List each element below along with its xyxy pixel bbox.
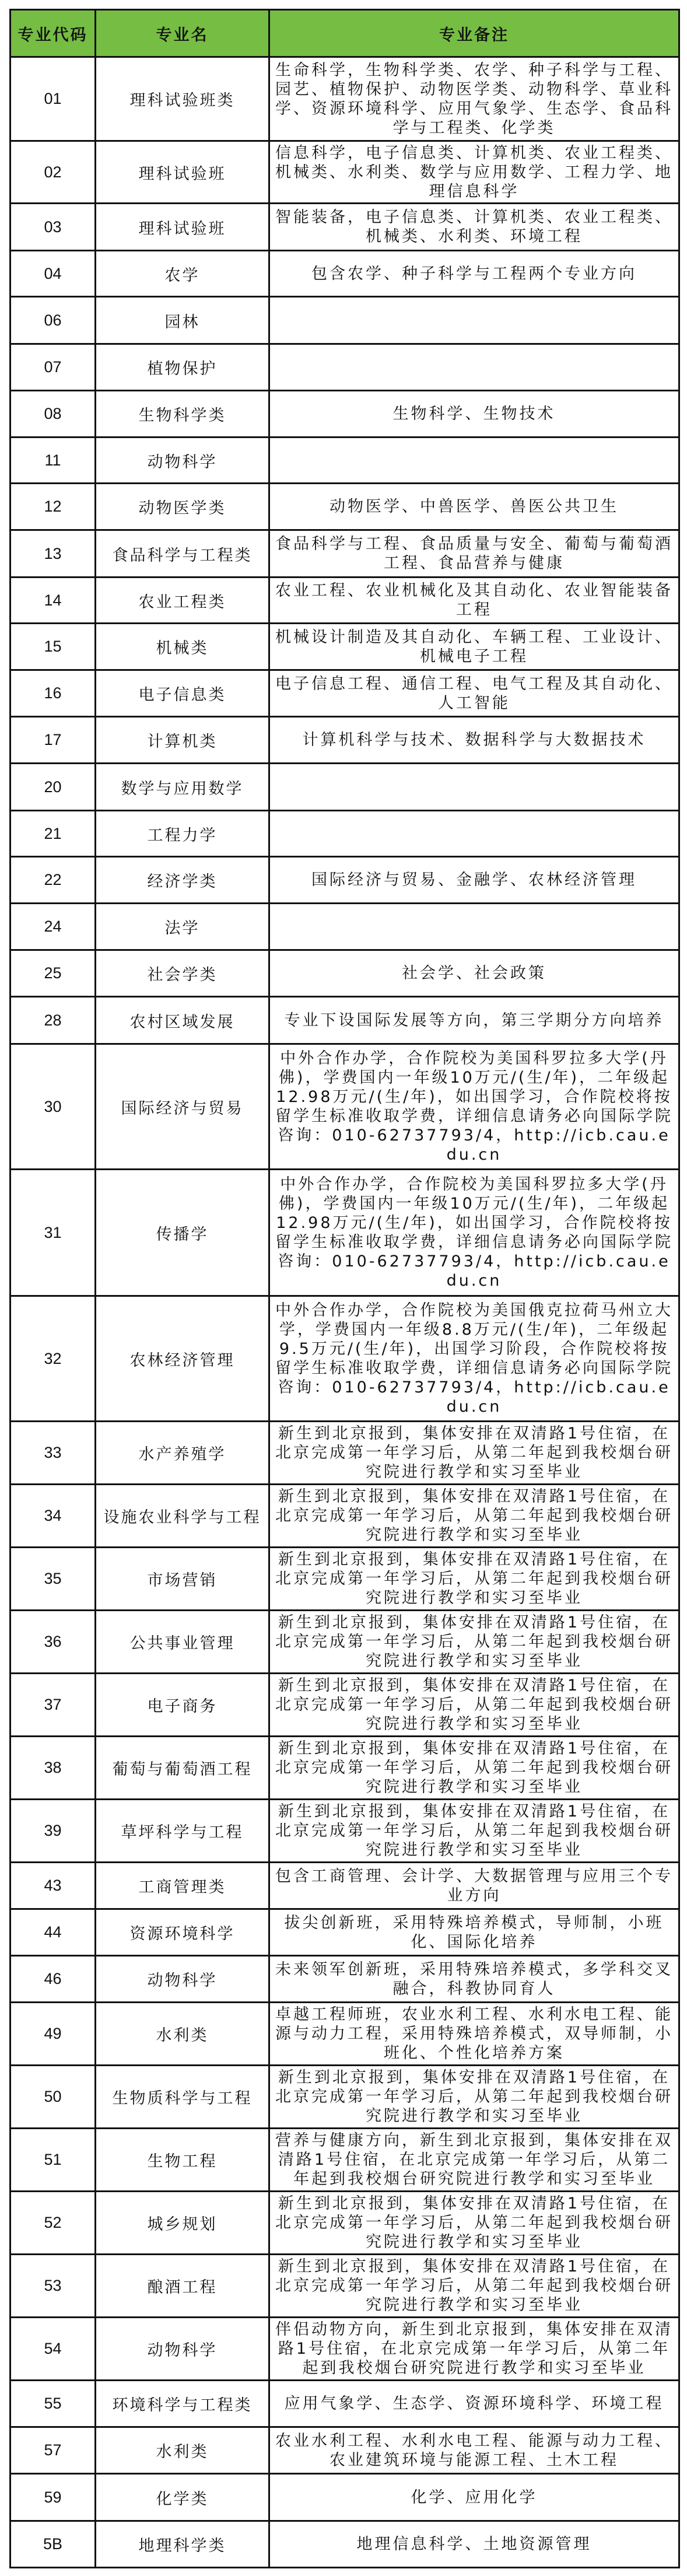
major-code-cell: 59: [10, 2474, 96, 2521]
major-name-cell: 化学类: [96, 2474, 269, 2521]
table-row: [10, 1737, 679, 1800]
major-code-cell: 37: [10, 1674, 96, 1737]
major-code-cell: 06: [10, 297, 96, 344]
major-name-cell: 水产养殖学: [96, 1422, 269, 1485]
table-row: [10, 2427, 679, 2474]
table-row: [10, 2474, 679, 2521]
major-code-cell: 43: [10, 1863, 96, 1909]
major-name-cell: 动物科学: [96, 2318, 269, 2381]
major-note-cell: [269, 438, 679, 484]
major-note-cell: 包含工商管理、会计学、大数据管理与应用三个专业方向: [269, 1863, 679, 1909]
major-name-cell: 公共事业管理: [96, 1611, 269, 1674]
major-name-cell: 资源环境科学: [96, 1909, 269, 1956]
major-code-cell: 46: [10, 1956, 96, 2003]
major-code-cell: 28: [10, 997, 96, 1044]
major-name-cell: 法学: [96, 904, 269, 950]
major-note-cell: 国际经济与贸易、金融学、农林经济管理: [269, 857, 679, 904]
major-code-cell: 51: [10, 2129, 96, 2192]
table-row: [10, 204, 679, 251]
major-name-cell: 农学: [96, 251, 269, 297]
table-row: [10, 624, 679, 670]
major-name-cell: 生物工程: [96, 2129, 269, 2192]
major-code-cell: 04: [10, 251, 96, 297]
major-note-cell: [269, 297, 679, 344]
major-code-cell: 31: [10, 1170, 96, 1296]
major-name-cell: 理科试验班: [96, 141, 269, 204]
major-note-cell: 化学、应用化学: [269, 2474, 679, 2521]
majors-table: [9, 9, 680, 2568]
table-row: [10, 1611, 679, 1674]
table-row: [10, 2192, 679, 2255]
major-code-cell: 01: [10, 57, 96, 141]
table-row: [10, 811, 679, 857]
major-name-cell: 电子商务: [96, 1674, 269, 1737]
major-name-cell: 动物医学类: [96, 484, 269, 530]
major-note-cell: 新生到北京报到，集体安排在双清路1号住宿，在北京完成第一年学习后，从第二年起到我校烟台研究院进行教学和实习至毕业: [269, 2255, 679, 2318]
table-row: [10, 670, 679, 717]
table-row: [10, 2066, 679, 2129]
table-row: [10, 578, 679, 624]
table-row: [10, 1296, 679, 1422]
major-code-cell: 17: [10, 717, 96, 764]
major-note-cell: 中外合作办学，合作院校为美国科罗拉多大学(丹佛)，学费国内一年级10万元/(生/年)，二年级起12.98万元/(生/年)，如出国学习，合作院校将按留学生标准收取学费，详细信息请务必向国际学院咨询：010-62737793/4，http://icb.cau.edu.cn: [269, 1170, 679, 1296]
major-note-cell: 农业水利工程、水利水电工程、能源与动力工程、农业建筑环境与能源工程、土木工程: [269, 2427, 679, 2474]
major-code-cell: 07: [10, 344, 96, 391]
table-row: [10, 484, 679, 530]
major-note-cell: 新生到北京报到，集体安排在双清路1号住宿，在北京完成第一年学习后，从第二年起到我校烟台研究院进行教学和实习至毕业: [269, 2066, 679, 2129]
major-note-cell: 新生到北京报到，集体安排在双清路1号住宿，在北京完成第一年学习后，从第二年起到我校烟台研究院进行教学和实习至毕业: [269, 1422, 679, 1485]
major-code-cell: 44: [10, 1909, 96, 1956]
major-note-cell: 生命科学，生物科学类、农学、种子科学与工程、园艺、植物保护、动物医学类、动物科学、草业科学、资源环境科学、应用气象学、生态学、食品科学与工程类、化学类: [269, 57, 679, 141]
major-note-cell: 社会学、社会政策: [269, 950, 679, 997]
table-row: [10, 1422, 679, 1485]
major-code-cell: 32: [10, 1296, 96, 1422]
major-note-cell: 新生到北京报到，集体安排在双清路1号住宿，在北京完成第一年学习后，从第二年起到我校烟台研究院进行教学和实习至毕业: [269, 1800, 679, 1863]
major-note-cell: 机械设计制造及其自动化、车辆工程、工业设计、机械电子工程: [269, 624, 679, 670]
major-note-cell: 新生到北京报到，集体安排在双清路1号住宿，在北京完成第一年学习后，从第二年起到我校烟台研究院进行教学和实习至毕业: [269, 1674, 679, 1737]
major-note-cell: 中外合作办学，合作院校为美国俄克拉荷马州立大学，学费国内一年级8.8万元/(生/年)，二年级起9.5万元/(生/年)，出国学习阶段，合作院校将按留学生标准收取学费，详细信息请务必向国际学院咨询：010-62737793/4，http://icb.cau.edu.cn: [269, 1296, 679, 1422]
major-code-cell: 24: [10, 904, 96, 950]
table-row: [10, 1800, 679, 1863]
table-row: [10, 1863, 679, 1909]
major-code-cell: 16: [10, 670, 96, 717]
major-name-cell: 城乡规划: [96, 2192, 269, 2255]
major-code-cell: 03: [10, 204, 96, 251]
table-row: [10, 717, 679, 764]
table-row: [10, 1044, 679, 1170]
major-name-cell: 设施农业科学与工程: [96, 1485, 269, 1548]
table-row: [10, 391, 679, 438]
major-code-cell: 22: [10, 857, 96, 904]
major-code-cell: 54: [10, 2318, 96, 2381]
table-header-row: [10, 10, 679, 57]
table-row: [10, 1956, 679, 2003]
major-name-cell: 草坪科学与工程: [96, 1800, 269, 1863]
major-name-cell: 植物保护: [96, 344, 269, 391]
major-code-cell: 15: [10, 624, 96, 670]
table-row: [10, 2318, 679, 2381]
major-name-cell: 社会学类: [96, 950, 269, 997]
table-row: [10, 141, 679, 204]
major-name-cell: 经济学类: [96, 857, 269, 904]
major-name-cell: 地理科学类: [96, 2521, 269, 2568]
table-row: [10, 857, 679, 904]
major-name-cell: 食品科学与工程类: [96, 530, 269, 578]
major-name-cell: 水利类: [96, 2003, 269, 2066]
major-code-cell: 36: [10, 1611, 96, 1674]
major-name-cell: 农林经济管理: [96, 1296, 269, 1422]
major-note-cell: 伴侣动物方向，新生到北京报到，集体安排在双清路1号住宿，在北京完成第一年学习后，从第二年起到我校烟台研究院进行教学和实习至毕业: [269, 2318, 679, 2381]
table-row: [10, 904, 679, 950]
table-row: [10, 57, 679, 141]
table-row: [10, 344, 679, 391]
major-note-cell: 中外合作办学，合作院校为美国科罗拉多大学(丹佛)，学费国内一年级10万元/(生/年)，二年级起12.98万元/(生/年)，如出国学习，合作院校将按留学生标准收取学费，详细信息请务必向国际学院咨询：010-62737793/4，http://icb.cau.edu.cn: [269, 1044, 679, 1170]
major-name-cell: 工商管理类: [96, 1863, 269, 1909]
column-header-note: 专业备注: [269, 10, 679, 57]
major-code-cell: 02: [10, 141, 96, 204]
major-name-cell: 园林: [96, 297, 269, 344]
major-note-cell: 新生到北京报到，集体安排在双清路1号住宿，在北京完成第一年学习后，从第二年起到我校烟台研究院进行教学和实习至毕业: [269, 1737, 679, 1800]
table-row: [10, 297, 679, 344]
major-note-cell: 地理信息科学、土地资源管理: [269, 2521, 679, 2568]
major-name-cell: 动物科学: [96, 1956, 269, 2003]
table-row: [10, 997, 679, 1044]
major-note-cell: 智能装备，电子信息类、计算机类、农业工程类、机械类、水利类、环境工程: [269, 204, 679, 251]
major-name-cell: 市场营销: [96, 1548, 269, 1611]
majors-table-container: [9, 9, 680, 2568]
major-code-cell: 35: [10, 1548, 96, 1611]
major-name-cell: 葡萄与葡萄酒工程: [96, 1737, 269, 1800]
major-note-cell: 未来领军创新班，采用特殊培养模式，多学科交叉融合，科教协同育人: [269, 1956, 679, 2003]
major-code-cell: 34: [10, 1485, 96, 1548]
major-note-cell: 拔尖创新班，采用特殊培养模式，导师制，小班化、国际化培养: [269, 1909, 679, 1956]
major-code-cell: 55: [10, 2381, 96, 2427]
major-code-cell: 21: [10, 811, 96, 857]
major-name-cell: 数学与应用数学: [96, 764, 269, 811]
major-note-cell: 包含农学、种子科学与工程两个专业方向: [269, 251, 679, 297]
column-header-name: 专业名: [96, 10, 269, 57]
major-code-cell: 13: [10, 530, 96, 578]
table-row: [10, 1909, 679, 1956]
major-note-cell: 新生到北京报到，集体安排在双清路1号住宿，在北京完成第一年学习后，从第二年起到我校烟台研究院进行教学和实习至毕业: [269, 1548, 679, 1611]
table-row: [10, 2255, 679, 2318]
table-row: [10, 2003, 679, 2066]
major-code-cell: 20: [10, 764, 96, 811]
table-row: [10, 764, 679, 811]
major-code-cell: 08: [10, 391, 96, 438]
major-name-cell: 生物质科学与工程: [96, 2066, 269, 2129]
major-note-cell: 动物医学、中兽医学、兽医公共卫生: [269, 484, 679, 530]
table-row: [10, 251, 679, 297]
table-row: [10, 2521, 679, 2568]
major-note-cell: 营养与健康方向，新生到北京报到，集体安排在双清路1号住宿，在北京完成第一年学习后，从第二年起到我校烟台研究院进行教学和实习至毕业: [269, 2129, 679, 2192]
major-code-cell: 49: [10, 2003, 96, 2066]
major-code-cell: 33: [10, 1422, 96, 1485]
major-note-cell: 新生到北京报到，集体安排在双清路1号住宿，在北京完成第一年学习后，从第二年起到我校烟台研究院进行教学和实习至毕业: [269, 1611, 679, 1674]
major-note-cell: 食品科学与工程、食品质量与安全、葡萄与葡萄酒工程、食品营养与健康: [269, 530, 679, 578]
major-code-cell: 14: [10, 578, 96, 624]
major-note-cell: 信息科学，电子信息类、计算机类、农业工程类、机械类、水利类、数学与应用数学、工程力学、地理信息科学: [269, 141, 679, 204]
major-name-cell: 酿酒工程: [96, 2255, 269, 2318]
major-note-cell: 农业工程、农业机械化及其自动化、农业智能装备工程: [269, 578, 679, 624]
major-code-cell: 57: [10, 2427, 96, 2474]
major-code-cell: 52: [10, 2192, 96, 2255]
major-note-cell: 应用气象学、生态学、资源环境科学、环境工程: [269, 2381, 679, 2427]
table-row: [10, 2381, 679, 2427]
major-name-cell: 农村区域发展: [96, 997, 269, 1044]
table-row: [10, 1674, 679, 1737]
table-row: [10, 1170, 679, 1296]
major-name-cell: 机械类: [96, 624, 269, 670]
column-header-code: 专业代码: [10, 10, 96, 57]
major-note-cell: 电子信息工程、通信工程、电气工程及其自动化、人工智能: [269, 670, 679, 717]
table-body: [10, 57, 679, 2568]
table-row: [10, 438, 679, 484]
table-row: [10, 1485, 679, 1548]
major-note-cell: 新生到北京报到，集体安排在双清路1号住宿，在北京完成第一年学习后，从第二年起到我校烟台研究院进行教学和实习至毕业: [269, 2192, 679, 2255]
major-code-cell: 38: [10, 1737, 96, 1800]
major-note-cell: 卓越工程师班，农业水利工程、水利水电工程、能源与动力工程，采用特殊培养模式，双导师制，小班化、个性化培养方案: [269, 2003, 679, 2066]
table-row: [10, 2129, 679, 2192]
major-name-cell: 生物科学类: [96, 391, 269, 438]
major-code-cell: 53: [10, 2255, 96, 2318]
major-note-cell: 生物科学、生物技术: [269, 391, 679, 438]
table-row: [10, 530, 679, 578]
major-name-cell: 环境科学与工程类: [96, 2381, 269, 2427]
major-name-cell: 电子信息类: [96, 670, 269, 717]
major-name-cell: 水利类: [96, 2427, 269, 2474]
major-note-cell: [269, 904, 679, 950]
major-name-cell: 计算机类: [96, 717, 269, 764]
major-name-cell: 动物科学: [96, 438, 269, 484]
major-name-cell: 工程力学: [96, 811, 269, 857]
table-row: [10, 950, 679, 997]
major-name-cell: 理科试验班: [96, 204, 269, 251]
major-code-cell: 11: [10, 438, 96, 484]
major-note-cell: 专业下设国际发展等方向，第三学期分方向培养: [269, 997, 679, 1044]
major-code-cell: 39: [10, 1800, 96, 1863]
table-row: [10, 1548, 679, 1611]
major-code-cell: 50: [10, 2066, 96, 2129]
major-note-cell: 新生到北京报到，集体安排在双清路1号住宿，在北京完成第一年学习后，从第二年起到我校烟台研究院进行教学和实习至毕业: [269, 1485, 679, 1548]
major-note-cell: [269, 344, 679, 391]
major-note-cell: [269, 764, 679, 811]
major-code-cell: 5B: [10, 2521, 96, 2568]
major-code-cell: 25: [10, 950, 96, 997]
major-name-cell: 理科试验班类: [96, 57, 269, 141]
major-code-cell: 30: [10, 1044, 96, 1170]
major-note-cell: 计算机科学与技术、数据科学与大数据技术: [269, 717, 679, 764]
major-name-cell: 农业工程类: [96, 578, 269, 624]
major-name-cell: 国际经济与贸易: [96, 1044, 269, 1170]
major-note-cell: [269, 811, 679, 857]
major-code-cell: 12: [10, 484, 96, 530]
major-name-cell: 传播学: [96, 1170, 269, 1296]
